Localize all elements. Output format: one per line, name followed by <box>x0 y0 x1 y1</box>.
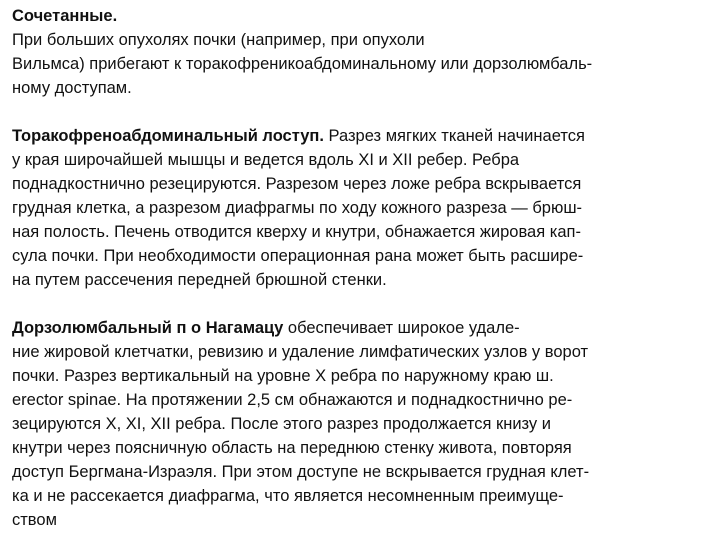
paragraph-gap <box>12 292 712 316</box>
section1-line: на путем рассечения передней брюшной стенки. <box>12 271 387 289</box>
section1-first-line <box>12 124 712 148</box>
section2-line: почки. Разрез вертикальный на уровне X ребра по наружному краю ш. <box>12 367 554 385</box>
section2-line: доступ Бергмана-Израэля. При этом доступе не вскрывается грудная клет- <box>12 463 590 481</box>
document-page <box>12 4 712 532</box>
intro-line: Вильмса) прибегают к торакофреникоабдоминальному или дорзолюмбаль- <box>12 55 593 73</box>
section1-line: грудная клетка, а разрезом диафрагмы по ходу кожного разреза — брюш- <box>12 199 583 217</box>
section1-line: сула почки. При необходимости операционная рана может быть расшире- <box>12 247 584 265</box>
section2-line: ством <box>12 511 57 529</box>
intro-heading: Сочетанные. <box>12 7 118 25</box>
section2-line: ка и не рассекается диафрагма, что является несомненным преимуще- <box>12 487 564 505</box>
section1-first-line-rest: Разрез мягких тканей начинается <box>323 127 585 145</box>
section2-first-line <box>12 316 712 340</box>
intro-line: При больших опухолях почки (например, при опухоли <box>12 31 425 49</box>
paragraph-gap <box>12 100 712 124</box>
intro-line: ному доступам. <box>12 79 132 97</box>
section2-line: кнутри через поясничную область на переднюю стенку живота, повторяя <box>12 439 572 457</box>
section2-line: erector spinae. На протяжении 2,5 см обнажаются и поднадкостнично ре- <box>12 391 573 409</box>
section2-first-line-rest: обеспечивает широкое удале- <box>283 319 520 337</box>
section2-line: зецируются X, XI, XII ребра. После этого разрез продолжается книзу и <box>12 415 551 433</box>
section1-line: у края широчайшей мышцы и ведется вдоль XI и XII ребер. Ребра <box>12 151 520 169</box>
section1-line: поднадкостнично резецируются. Разрезом через ложе ребра вскрывается <box>12 175 582 193</box>
section2-line: ние жировой клетчатки, ревизию и удаление лимфатических узлов у ворот <box>12 343 589 361</box>
section2-title: Дорзолюмбальный п о Нагамацу <box>12 319 284 337</box>
section1-title: Торакофреноабдоминальный лоступ. <box>12 127 324 145</box>
section1-line: ная полость. Печень отводится кверху и кнутри, обнажается жировая кап- <box>12 223 581 241</box>
